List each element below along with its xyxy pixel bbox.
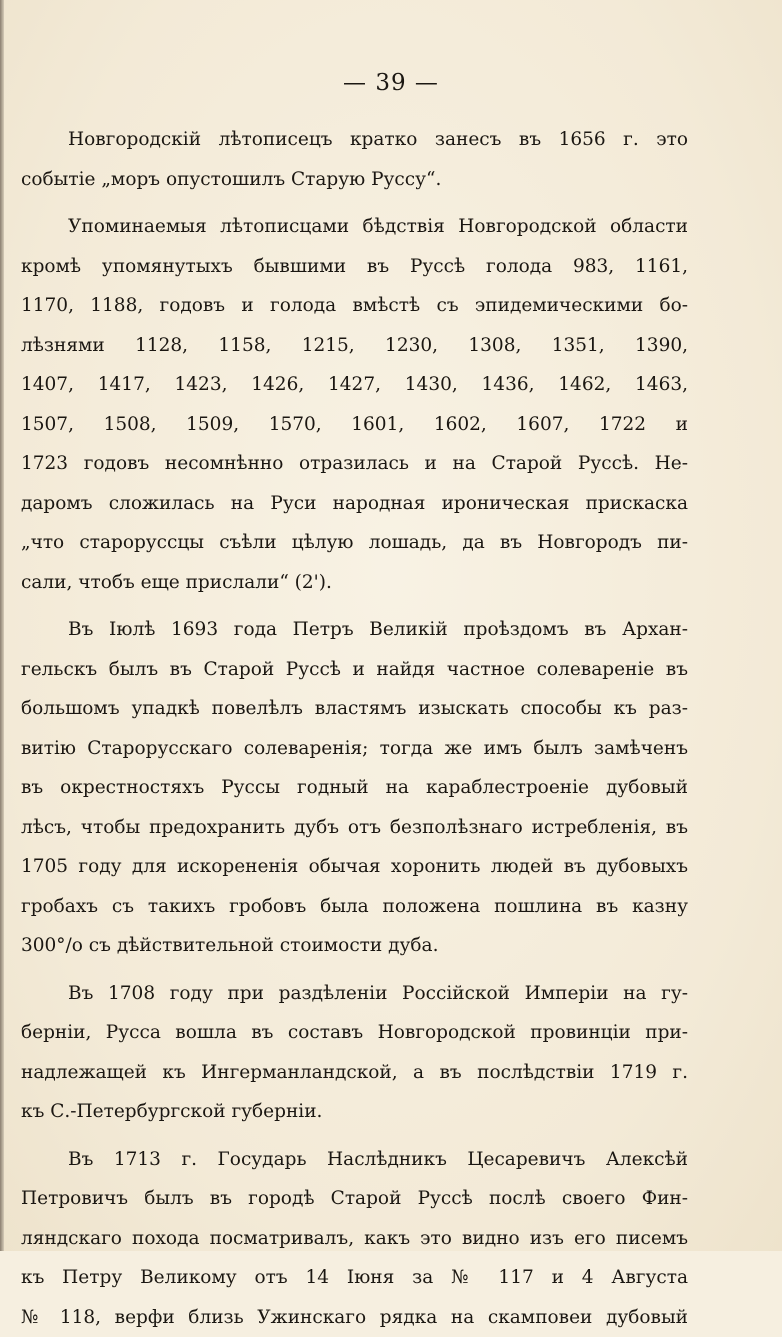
text-line: къ Петру Великому отъ 14 Іюня за № 117 и 4 Августа bbox=[21, 1258, 688, 1298]
text-line: Новгородскій лѣтописецъ кратко занесъ въ 1656 г. это bbox=[21, 120, 688, 160]
text-line: лѣсъ, чтобы предохранить дубъ отъ безполѣзнаго истребленія, въ bbox=[21, 808, 688, 848]
text-line: событіе „моръ опустошилъ Старую Руссу“. bbox=[21, 160, 688, 200]
body-text bbox=[21, 120, 688, 1337]
text-line: гельскъ былъ въ Старой Руссѣ и найдя частное солевареніе въ bbox=[21, 650, 688, 690]
text-line: лѣзнями 1128, 1158, 1215, 1230, 1308, 1351, 1390, bbox=[21, 326, 688, 366]
text-line: сали, чтобъ еще прислали“ (2'). bbox=[21, 563, 688, 603]
text-line: гробахъ съ такихъ гробовъ была положена пошлина въ казну bbox=[21, 887, 688, 927]
text-line: 1170, 1188, годовъ и голода вмѣстѣ съ эпидемическими бо- bbox=[21, 286, 688, 326]
text-line: Упоминаемыя лѣтописцами бѣдствія Новгородской области bbox=[21, 207, 688, 247]
text-line: кромѣ упомянутыхъ бывшими въ Руссѣ голода 983, 1161, bbox=[21, 247, 688, 287]
paragraph-1 bbox=[21, 120, 688, 199]
text-line: къ С.-Петербургской губерніи. bbox=[21, 1092, 688, 1132]
text-line: ляндскаго похода посматривалъ, какъ это видно изъ его писемъ bbox=[21, 1219, 688, 1259]
text-line: 1407, 1417, 1423, 1426, 1427, 1430, 1436, 1462, 1463, bbox=[21, 365, 688, 405]
paragraph-5 bbox=[21, 1140, 688, 1337]
text-line: берніи, Русса вошла въ составъ Новгородской провинціи при- bbox=[21, 1013, 688, 1053]
text-line: № 118, верфи близь Ужинскаго рядка на скамповеи дубовый bbox=[21, 1298, 688, 1337]
text-line: даромъ сложилась на Руси народная ироническая прискаска bbox=[21, 484, 688, 524]
text-line: Въ 1713 г. Государь Наслѣдникъ Цесаревичъ Алексѣй bbox=[21, 1140, 688, 1180]
text-line: 300°/о съ дѣйствительной стоимости дуба. bbox=[21, 926, 688, 966]
paragraph-3 bbox=[21, 610, 688, 966]
text-line: витію Старорусскаго солеваренія; тогда же имъ былъ замѣченъ bbox=[21, 729, 688, 769]
page-edge bbox=[0, 0, 4, 1251]
text-line: большомъ упадкѣ повелѣлъ властямъ изыскать способы къ раз- bbox=[21, 689, 688, 729]
text-line: „что старорусcцы съѣли цѣлую лошадь, да въ Новгородъ пи- bbox=[21, 523, 688, 563]
text-line: 1723 годовъ несомнѣнно отразилась и на Старой Руссѣ. Не- bbox=[21, 444, 688, 484]
text-line: Въ Іюлѣ 1693 года Петръ Великій проѣздомъ въ Архан- bbox=[21, 610, 688, 650]
text-line: надлежащей къ Ингерманландской, а въ послѣдствіи 1719 г. bbox=[21, 1053, 688, 1093]
text-line: въ окрестностяхъ Руссы годный на караблестроеніе дубовый bbox=[21, 768, 688, 808]
text-line: Петровичъ былъ въ городѣ Старой Руссѣ послѣ своего Фин- bbox=[21, 1179, 688, 1219]
paragraph-4 bbox=[21, 974, 688, 1132]
page-number: — 39 — bbox=[0, 70, 782, 96]
text-line: 1507, 1508, 1509, 1570, 1601, 1602, 1607, 1722 и bbox=[21, 405, 688, 445]
paragraph-2 bbox=[21, 207, 688, 602]
text-line: Въ 1708 году при раздѣленіи Россійской Имперіи на гу- bbox=[21, 974, 688, 1014]
text-line: 1705 году для искорененія обычая хоронить людей въ дубовыхъ bbox=[21, 847, 688, 887]
